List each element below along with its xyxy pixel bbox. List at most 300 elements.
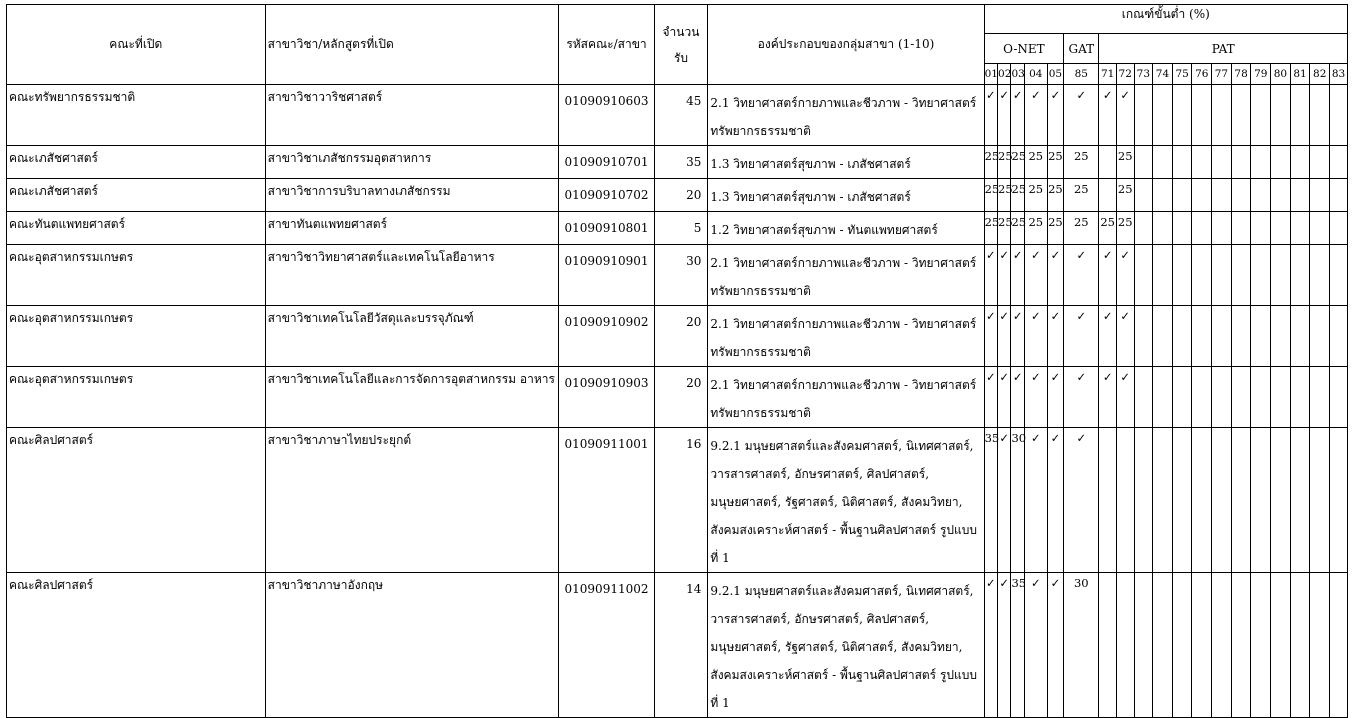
score-cell [1310,179,1330,212]
faculty-name-cell [7,146,266,179]
score-cell: ✓ [998,306,1011,367]
score-column-header: 81 [1290,64,1310,85]
faculty-name: คณะอุตสาหกรรมเกษตร [9,372,134,386]
score-cell [1231,146,1251,179]
score-cell [1212,146,1232,179]
score-cell [1251,85,1271,146]
score-cell: 30 [1011,428,1024,573]
score-cell: ✓ [1047,573,1064,718]
score-cell: 25 [1047,212,1064,245]
score-cell [1212,367,1232,428]
score-cell [1290,367,1310,428]
score-cell [1212,85,1232,146]
score-cell: ✓ [1099,367,1117,428]
faculty-name-cell [7,245,266,306]
score-cell [1134,179,1153,212]
score-cell [1251,573,1271,718]
program-code-cell [559,85,654,146]
score-cell [1271,179,1291,212]
score-cell [1251,146,1271,179]
group-composition-cell [708,367,984,428]
score-cell: ✓ [1064,428,1099,573]
score-cell [1310,306,1330,367]
score-cell: ✓ [1011,306,1024,367]
program-name-cell [265,367,559,428]
seat-count: 20 [686,315,702,329]
score-column-header: 71 [1099,64,1117,85]
seat-count: 20 [686,376,702,390]
faculty-name: คณะอุตสาหกรรมเกษตร [9,311,134,325]
program-name: สาขาวิชาภาษาไทยประยุกต์ [267,433,412,447]
table-row [7,212,1348,245]
header-onet: O-NET [984,34,1064,64]
score-cell: ✓ [984,573,997,718]
score-cell: ✓ [1024,245,1047,306]
seat-count-cell [654,306,708,367]
seat-count: 35 [686,155,702,169]
score-cell [1099,179,1117,212]
score-cell: 35 [984,428,997,573]
score-cell [1134,367,1153,428]
score-cell: 25 [984,179,997,212]
score-column-header: 03 [1011,64,1024,85]
program-code-cell [559,428,654,573]
score-cell: ✓ [1011,85,1024,146]
score-cell: ✓ [1116,306,1134,367]
program-name: สาขาวิชาภาษาอังกฤษ [267,578,384,592]
score-cell [1134,306,1153,367]
faculty-name-cell [7,212,266,245]
group-composition-cell [708,306,984,367]
score-column-header: 80 [1271,64,1291,85]
score-cell [1251,179,1271,212]
program-code: 01090911002 [564,582,649,596]
score-cell: 30 [1064,573,1099,718]
faculty-name-cell [7,179,266,212]
table-row [7,428,1348,573]
score-cell [1172,212,1192,245]
seat-count: 45 [686,94,702,108]
score-column-header: 75 [1172,64,1192,85]
score-cell: ✓ [1099,85,1117,146]
score-cell [1330,367,1348,428]
score-cell: ✓ [1011,367,1024,428]
program-name: สาขาวิชาเภสัชกรรมอุตสาหการ [267,151,432,165]
score-cell [1116,428,1134,573]
score-cell: 25 [1099,212,1117,245]
score-cell: 25 [1024,179,1047,212]
program-code-cell [559,367,654,428]
program-code-cell [559,306,654,367]
score-cell: ✓ [1047,85,1064,146]
group-composition: 9.2.1 มนุษยศาสตร์และสังคมศาสตร์, นิเทศศาสตร์, วารสารศาสตร์, อักษรศาสตร์, ศิลปศาสตร์, มนุษยศาสตร์, รัฐศาสตร์, นิติศาสตร์, สังคมวิทยา, สังคมสงเคราะห์ศาสตร์ - พื้นฐานศิลปศาสตร์ รูปแบบที่ 1 [710,584,977,710]
score-cell [1192,179,1212,212]
score-cell: 25 [1024,212,1047,245]
score-column-header: 83 [1330,64,1348,85]
score-cell [1271,367,1291,428]
score-cell [1212,428,1232,573]
table-row [7,146,1348,179]
score-cell [1153,212,1173,245]
faculty-name-cell [7,573,266,718]
faculty-name-cell [7,306,266,367]
score-column-header: 01 [984,64,997,85]
score-cell: ✓ [998,245,1011,306]
program-code-cell [559,212,654,245]
seat-count-cell [654,146,708,179]
score-cell [1099,146,1117,179]
seat-count-cell [654,367,708,428]
program-code: 01090910603 [564,94,649,108]
score-cell: ✓ [1024,306,1047,367]
score-column-header: 05 [1047,64,1064,85]
program-code-cell [559,146,654,179]
table-row [7,245,1348,306]
score-cell [1330,573,1348,718]
score-cell: ✓ [1064,85,1099,146]
score-cell [1310,85,1330,146]
score-cell: 25 [1064,212,1099,245]
header-seats [654,5,708,85]
score-cell [1134,85,1153,146]
group-composition: 1.3 วิทยาศาสตร์สุขภาพ - เภสัชศาสตร์ [710,157,911,171]
score-cell [1192,146,1212,179]
score-column-header: 78 [1231,64,1251,85]
score-cell [1192,367,1212,428]
score-cell [1330,179,1348,212]
faculty-name: คณะทันตแพทยศาสตร์ [9,217,126,231]
score-cell [1271,85,1291,146]
group-composition: 1.2 วิทยาศาสตร์สุขภาพ - ทันตแพทยศาสตร์ [710,223,938,237]
score-cell [1290,573,1310,718]
score-cell [1271,212,1291,245]
score-cell: ✓ [1047,428,1064,573]
score-cell [1153,179,1173,212]
score-cell [1310,245,1330,306]
header-pat: PAT [1099,34,1348,64]
faculty-name: คณะทรัพยากรธรรมชาติ [9,90,136,104]
seat-count-cell [654,85,708,146]
score-cell: 25 [998,212,1011,245]
faculty-name-cell [7,428,266,573]
program-name-cell [265,245,559,306]
program-name-cell [265,573,559,718]
score-cell: 25 [1011,146,1024,179]
score-cell [1172,573,1192,718]
score-cell [1099,573,1117,718]
score-cell: ✓ [1116,85,1134,146]
score-cell [1212,245,1232,306]
program-code: 01090910903 [564,376,649,390]
score-cell [1153,245,1173,306]
seat-count-cell [654,245,708,306]
score-cell [1231,212,1251,245]
score-cell [1153,428,1173,573]
score-cell: ✓ [1024,573,1047,718]
table-row [7,573,1348,718]
score-cell [1172,85,1192,146]
score-cell [1172,245,1192,306]
score-cell: 25 [1047,146,1064,179]
program-name-cell [265,146,559,179]
score-cell [1172,146,1192,179]
score-cell: ✓ [1116,245,1134,306]
score-cell [1290,146,1310,179]
score-cell [1271,573,1291,718]
score-cell [1192,573,1212,718]
header-criteria: เกณฑ์ขั้นต่ำ (%) [984,5,1347,34]
score-cell [1153,306,1173,367]
group-composition-cell [708,85,984,146]
score-cell: 25 [1064,179,1099,212]
score-cell [1172,367,1192,428]
score-cell [1231,573,1251,718]
score-cell [1192,306,1212,367]
score-cell: ✓ [1011,245,1024,306]
score-cell [1290,306,1310,367]
score-cell [1192,245,1212,306]
group-composition: 2.1 วิทยาศาสตร์กายภาพและชีวภาพ - วิทยาศาสตร์ ทรัพยากรธรรมชาติ [710,96,977,138]
group-composition: 9.2.1 มนุษยศาสตร์และสังคมศาสตร์, นิเทศศาสตร์, วารสารศาสตร์, อักษรศาสตร์, ศิลปศาสตร์, มนุษยศาสตร์, รัฐศาสตร์, นิติศาสตร์, สังคมวิทยา, สังคมสงเคราะห์ศาสตร์ - พื้นฐานศิลปศาสตร์ รูปแบบที่ 1 [710,439,977,565]
score-cell: ✓ [984,306,997,367]
table-row [7,367,1348,428]
score-cell: 25 [984,146,997,179]
admission-criteria-table [6,4,1348,718]
score-cell [1330,428,1348,573]
group-composition-cell [708,146,984,179]
score-cell: ✓ [984,85,997,146]
score-cell [1153,367,1173,428]
score-cell: ✓ [984,245,997,306]
program-name: สาขาวิชาการบริบาลทางเภสัชกรรม [267,184,451,198]
program-name-cell [265,212,559,245]
score-column-header: 82 [1310,64,1330,85]
score-cell [1192,212,1212,245]
score-cell: ✓ [1024,367,1047,428]
score-cell: ✓ [1099,306,1117,367]
score-column-header: 77 [1212,64,1232,85]
program-code-cell [559,573,654,718]
score-cell [1153,146,1173,179]
seat-count-cell [654,573,708,718]
score-cell: ✓ [998,573,1011,718]
group-composition-cell [708,179,984,212]
score-cell [1172,306,1192,367]
score-column-header: 04 [1024,64,1047,85]
group-composition-cell [708,428,984,573]
score-cell [1231,306,1251,367]
program-name-cell [265,179,559,212]
score-cell: 25 [998,179,1011,212]
score-cell: 25 [1116,146,1134,179]
program-code: 01090910902 [564,315,649,329]
score-column-header: 85 [1064,64,1099,85]
score-cell: ✓ [1047,245,1064,306]
seat-count-cell [654,179,708,212]
score-cell: ✓ [984,367,997,428]
score-cell: 25 [1116,179,1134,212]
score-cell [1099,428,1117,573]
score-cell [1310,367,1330,428]
score-cell [1172,179,1192,212]
program-name-cell [265,306,559,367]
group-composition: 2.1 วิทยาศาสตร์กายภาพและชีวภาพ - วิทยาศาสตร์ ทรัพยากรธรรมชาติ [710,256,977,298]
score-cell: ✓ [1099,245,1117,306]
score-cell [1290,179,1310,212]
score-cell: 25 [1064,146,1099,179]
score-cell [1212,306,1232,367]
score-cell [1310,428,1330,573]
score-cell: 25 [998,146,1011,179]
score-cell [1330,146,1348,179]
seat-count: 30 [686,254,702,268]
score-cell [1310,573,1330,718]
score-column-header: 02 [998,64,1011,85]
group-composition: 2.1 วิทยาศาสตร์กายภาพและชีวภาพ - วิทยาศาสตร์ ทรัพยากรธรรมชาติ [710,378,977,420]
faculty-name: คณะเภสัชศาสตร์ [9,151,99,165]
program-name: สาขาวิชาเทคโนโลยีและการจัดการอุตสาหกรรม อาหาร [267,372,555,386]
header-group: องค์ประกอบของกลุ่มสาขา (1-10) [708,5,984,85]
score-cell: 25 [1047,179,1064,212]
header-seats-line2: รับ [673,50,689,65]
score-cell: 25 [1011,212,1024,245]
seat-count: 5 [693,221,702,235]
score-cell: ✓ [1047,306,1064,367]
score-cell [1251,306,1271,367]
score-cell [1330,85,1348,146]
group-composition-cell [708,245,984,306]
seat-count: 16 [686,437,702,451]
program-code: 01090910901 [564,254,649,268]
program-name: สาขาทันตแพทยศาสตร์ [267,217,388,231]
score-cell [1134,146,1153,179]
score-cell [1212,179,1232,212]
score-cell: ✓ [998,85,1011,146]
score-cell: ✓ [998,367,1011,428]
seat-count: 20 [686,188,702,202]
score-cell [1330,212,1348,245]
table-row [7,85,1348,146]
score-cell [1212,212,1232,245]
score-cell: ✓ [998,428,1011,573]
score-cell [1231,179,1251,212]
seat-count-cell [654,212,708,245]
score-column-header: 73 [1134,64,1153,85]
score-cell [1290,212,1310,245]
table-row [7,306,1348,367]
header-faculty: คณะที่เปิด [7,5,266,85]
program-name: สาขาวิชาเทคโนโลยีวัสดุและบรรจุภัณฑ์ [267,311,474,325]
score-cell [1251,428,1271,573]
faculty-name-cell [7,367,266,428]
faculty-name: คณะศิลปศาสตร์ [9,578,94,592]
table-row [7,179,1348,212]
score-cell [1310,212,1330,245]
score-cell [1231,367,1251,428]
group-composition: 1.3 วิทยาศาสตร์สุขภาพ - เภสัชศาสตร์ [710,190,911,204]
score-cell [1153,573,1173,718]
score-cell: 25 [1024,146,1047,179]
score-cell: ✓ [1116,367,1134,428]
score-cell [1290,85,1310,146]
score-cell [1153,85,1173,146]
score-cell [1271,306,1291,367]
score-cell: 25 [1116,212,1134,245]
score-cell [1172,428,1192,573]
program-name-cell [265,428,559,573]
faculty-name: คณะเภสัชศาสตร์ [9,184,99,198]
program-name: สาขาวิชาวิทยาศาสตร์และเทคโนโลยีอาหาร [267,250,495,264]
program-code: 01090911001 [564,437,649,451]
score-cell [1251,212,1271,245]
program-name: สาขาวิชาวาริชศาสตร์ [267,90,383,104]
score-cell [1212,573,1232,718]
score-cell [1271,146,1291,179]
score-cell: ✓ [1064,245,1099,306]
table-header [7,5,1348,85]
score-cell [1290,245,1310,306]
score-cell [1231,245,1251,306]
header-code: รหัสคณะ/สาขา [559,5,654,85]
score-column-header: 72 [1116,64,1134,85]
seat-count: 14 [686,582,702,596]
score-cell [1116,573,1134,718]
score-cell [1134,212,1153,245]
score-cell: ✓ [1064,306,1099,367]
score-cell [1192,428,1212,573]
score-column-header: 76 [1192,64,1212,85]
score-column-header: 79 [1251,64,1271,85]
program-name-cell [265,85,559,146]
seat-count-cell [654,428,708,573]
header-program: สาขาวิชา/หลักสูตรที่เปิด [265,5,559,85]
score-cell: ✓ [1047,367,1064,428]
score-cell [1271,428,1291,573]
group-composition: 2.1 วิทยาศาสตร์กายภาพและชีวภาพ - วิทยาศาสตร์ ทรัพยากรธรรมชาติ [710,317,977,359]
score-cell: ✓ [1024,428,1047,573]
score-cell [1290,428,1310,573]
score-cell: ✓ [1064,367,1099,428]
faculty-name: คณะศิลปศาสตร์ [9,433,94,447]
score-cell: 25 [984,212,997,245]
score-cell [1310,146,1330,179]
program-code: 01090910801 [564,221,649,235]
score-cell [1192,85,1212,146]
program-code-cell [559,179,654,212]
header-gat: GAT [1064,34,1099,64]
score-cell: ✓ [1024,85,1047,146]
score-cell [1330,245,1348,306]
score-cell [1330,306,1348,367]
faculty-name-cell [7,85,266,146]
score-cell [1134,428,1153,573]
score-cell [1271,245,1291,306]
score-cell: 35 [1011,573,1024,718]
program-code: 01090910701 [564,155,649,169]
group-composition-cell [708,212,984,245]
score-cell [1134,573,1153,718]
score-cell: 25 [1011,179,1024,212]
score-column-header: 74 [1153,64,1173,85]
program-code: 01090910702 [564,188,649,202]
score-cell [1231,85,1251,146]
score-cell [1231,428,1251,573]
score-cell [1134,245,1153,306]
group-composition-cell [708,573,984,718]
header-seats-line1: จำนวน [662,24,700,39]
score-cell [1251,367,1271,428]
table-body [7,85,1348,718]
